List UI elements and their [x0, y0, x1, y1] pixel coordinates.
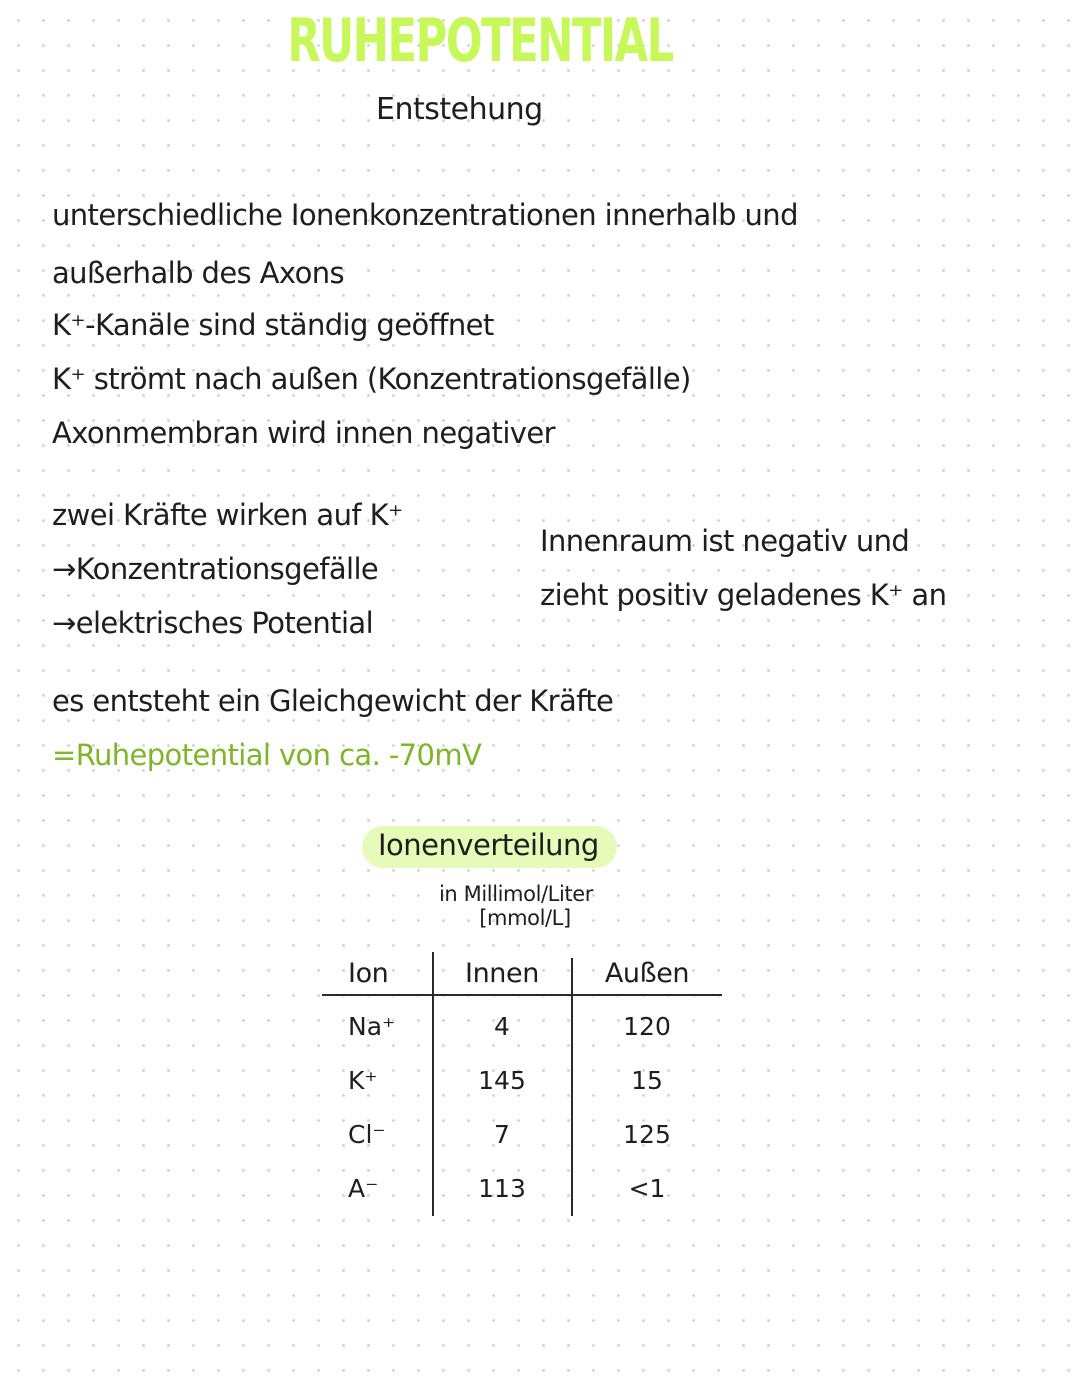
table-cell-aussen: <1 [628, 1174, 666, 1203]
table-cell-ion: K⁺ [348, 1066, 378, 1095]
forces-note-line-1: Innenraum ist negativ und [540, 524, 910, 558]
ion-table-unit-line-2: [mmol/L] [479, 906, 571, 930]
table-cell-ion: Na⁺ [348, 1012, 396, 1041]
ion-table-unit-line-1: in Millimol/Liter [438, 882, 593, 906]
table-cell-aussen: 125 [623, 1120, 671, 1149]
table-cell-innen: 113 [478, 1174, 526, 1203]
forces-item-2: →elektrisches Potential [52, 606, 374, 640]
table-cell-innen: 145 [478, 1066, 526, 1095]
table-header-divider [322, 994, 722, 996]
table-cell-aussen: 15 [631, 1066, 663, 1095]
page-subtitle: Entstehung [376, 92, 543, 127]
table-cell-ion: Cl⁻ [348, 1120, 386, 1149]
table-cell-ion: A⁻ [348, 1174, 379, 1203]
forces-item-1: →Konzentrationsgefälle [52, 552, 379, 586]
ion-table-title: Ionenverteilung [362, 826, 617, 868]
conclusion-line-2: =Ruhepotential von ca. -70mV [52, 738, 482, 772]
table-cell-innen: 4 [494, 1012, 510, 1041]
table-cell-aussen: 120 [623, 1012, 671, 1041]
intro-line-4: K⁺ strömt nach außen (Konzentrationsgefälle) [52, 362, 691, 396]
forces-note-line-2: zieht positiv geladenes K⁺ an [540, 578, 947, 612]
table-header-ion: Ion [348, 958, 389, 989]
intro-line-3: K⁺-Kanäle sind ständig geöffnet [52, 308, 494, 342]
intro-line-5: Axonmembran wird innen negativer [52, 416, 555, 450]
forces-heading: zwei Kräfte wirken auf K⁺ [52, 498, 403, 532]
intro-line-1: unterschiedliche Ionenkonzentrationen innerhalb und [52, 198, 798, 232]
table-header-aussen: Außen [604, 958, 690, 989]
table-header-innen: Innen [465, 958, 539, 989]
page-title: RUHEPOTENTIAL [287, 6, 673, 76]
intro-line-2: außerhalb des Axons [52, 256, 345, 290]
table-cell-innen: 7 [494, 1120, 510, 1149]
conclusion-line-1: es entsteht ein Gleichgewicht der Kräfte [52, 684, 614, 718]
